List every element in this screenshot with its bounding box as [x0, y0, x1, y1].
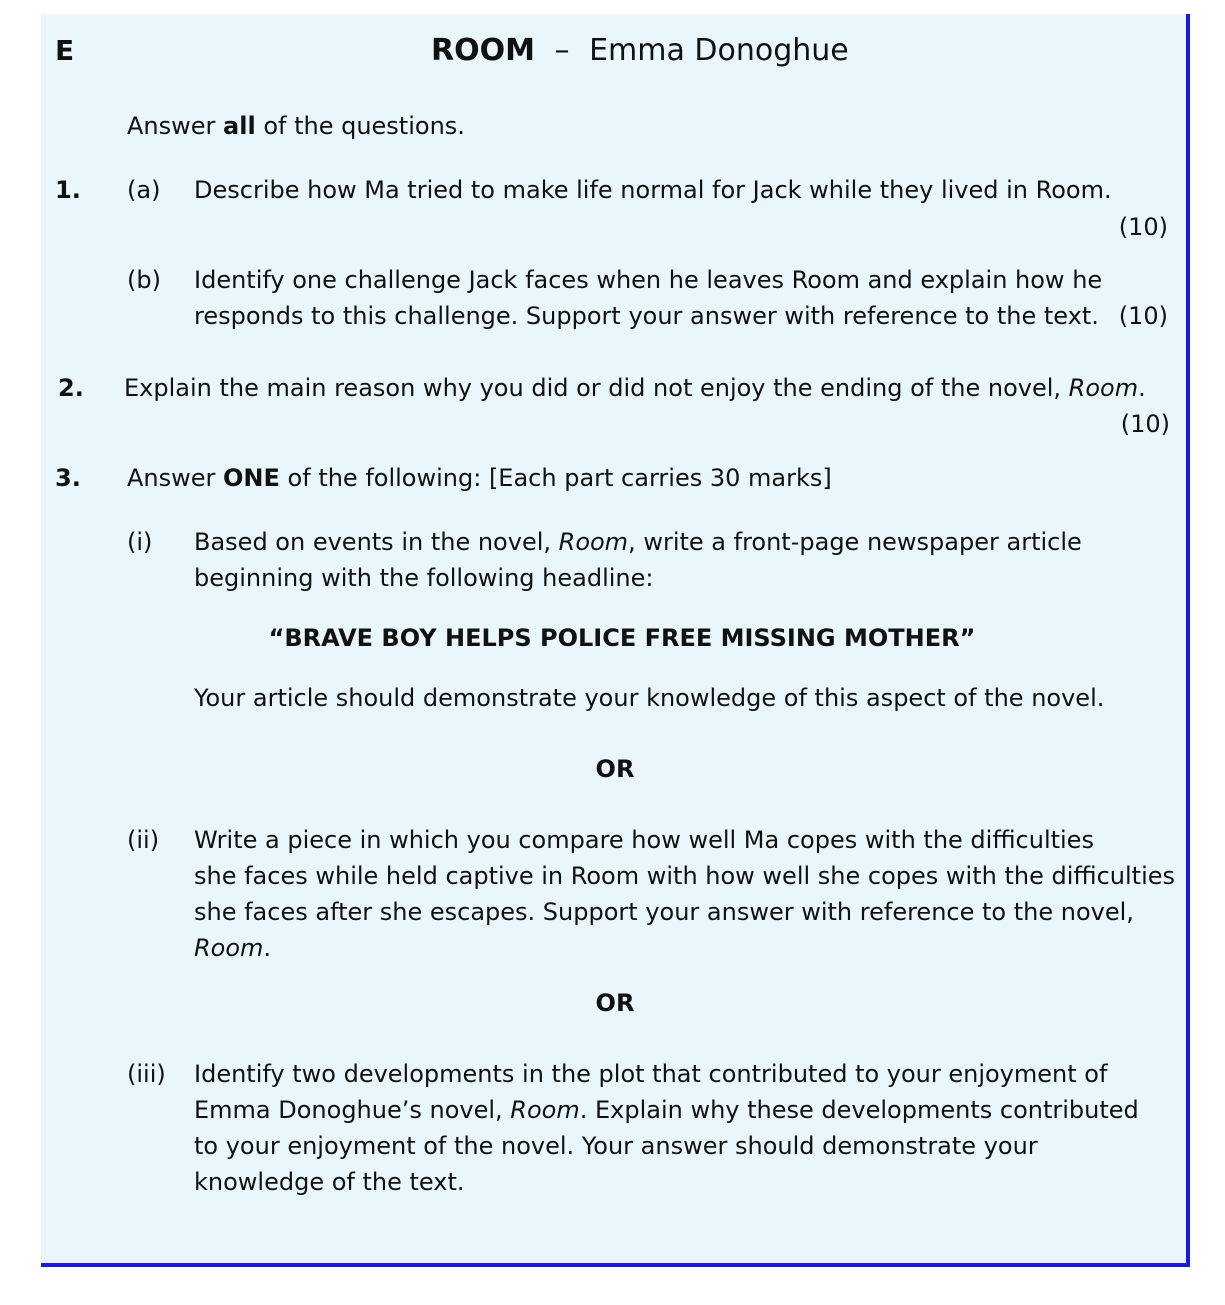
q3ii-line3: she faces after she escapes. Support your answer with reference to the novel, [194, 898, 1134, 926]
q2-text-pre: Explain the main reason why you did or did not enjoy the ending of the novel, [124, 374, 1069, 402]
q3iii-line4: knowledge of the text. [194, 1168, 465, 1196]
title-dash: – [554, 33, 570, 68]
instruction-pre: Answer [127, 112, 224, 140]
q2-marks: (10) [1120, 410, 1170, 438]
q3i-line1-post: , write a front-page newspaper article [628, 528, 1082, 556]
q3iii-line2-post: . Explain why these developments contributed [579, 1096, 1139, 1124]
q1-number: 1. [55, 176, 81, 204]
q3iii-line2 [194, 1092, 1139, 1128]
q1b-label: (b) [127, 266, 161, 294]
q3iii-line2-pre: Emma Donoghue’s novel, [194, 1096, 511, 1124]
title-author: Emma Donoghue [589, 33, 849, 68]
q3iii-line3: to your enjoyment of the novel. Your answer should demonstrate your [194, 1132, 1038, 1160]
q3i-line2: beginning with the following headline: [194, 564, 654, 592]
q1a-marks: (10) [1118, 213, 1168, 241]
q3iii-line2-italic: Room [510, 1096, 580, 1124]
q3i-line1 [194, 524, 1082, 560]
q3ii-label: (ii) [127, 826, 160, 854]
title-book: ROOM [431, 33, 535, 68]
q1a-text: Describe how Ma tried to make life normal for Jack while they lived in Room. [194, 176, 1112, 204]
q3iii-line1: Identify two developments in the plot that contributed to your enjoyment of [194, 1060, 1108, 1088]
or-divider-1: OR [595, 755, 635, 783]
or-divider-2: OR [595, 989, 635, 1017]
q2-text-italic: Room [1068, 374, 1139, 402]
q3ii-line4 [194, 930, 271, 966]
section-letter: E [55, 34, 75, 67]
q3-intro-pre: Answer [127, 464, 224, 492]
page-title [431, 33, 849, 69]
q3ii-line1: Write a piece in which you compare how well Ma copes with the difficulties [194, 826, 1094, 854]
q3i-note: Your article should demonstrate your knowledge of this aspect of the novel. [194, 684, 1105, 712]
q3i-label: (i) [127, 528, 153, 556]
q3i-line1-pre: Based on events in the novel, [194, 528, 559, 556]
instruction-bold: all [223, 112, 256, 140]
q1a-label: (a) [127, 176, 161, 204]
q2-text [124, 370, 1146, 406]
q3-number: 3. [55, 464, 81, 492]
q3-intro-bold: ONE [223, 464, 280, 492]
q2-text-post: . [1138, 374, 1146, 402]
q1b-line2: responds to this challenge. Support your answer with reference to the text. [194, 302, 1099, 330]
q3ii-line4-post: . [263, 934, 272, 962]
q2-number: 2. [58, 374, 84, 402]
q3iii-label: (iii) [127, 1060, 166, 1088]
q3i-headline: “BRAVE BOY HELPS POLICE FREE MISSING MOTHER” [268, 624, 976, 652]
q3-intro-post: of the following: [Each part carries 30 marks] [279, 464, 832, 492]
q1b-marks: (10) [1118, 302, 1168, 330]
q3ii-line2: she faces while held captive in Room with how well she copes with the difficulties [194, 862, 1175, 890]
q3-intro [127, 460, 832, 496]
q3ii-line4-italic: Room [194, 934, 264, 962]
q3i-line1-italic: Room [558, 528, 629, 556]
instruction [127, 108, 465, 144]
instruction-post: of the questions. [255, 112, 465, 140]
q1b-line1: Identify one challenge Jack faces when he leaves Room and explain how he [194, 266, 1103, 294]
